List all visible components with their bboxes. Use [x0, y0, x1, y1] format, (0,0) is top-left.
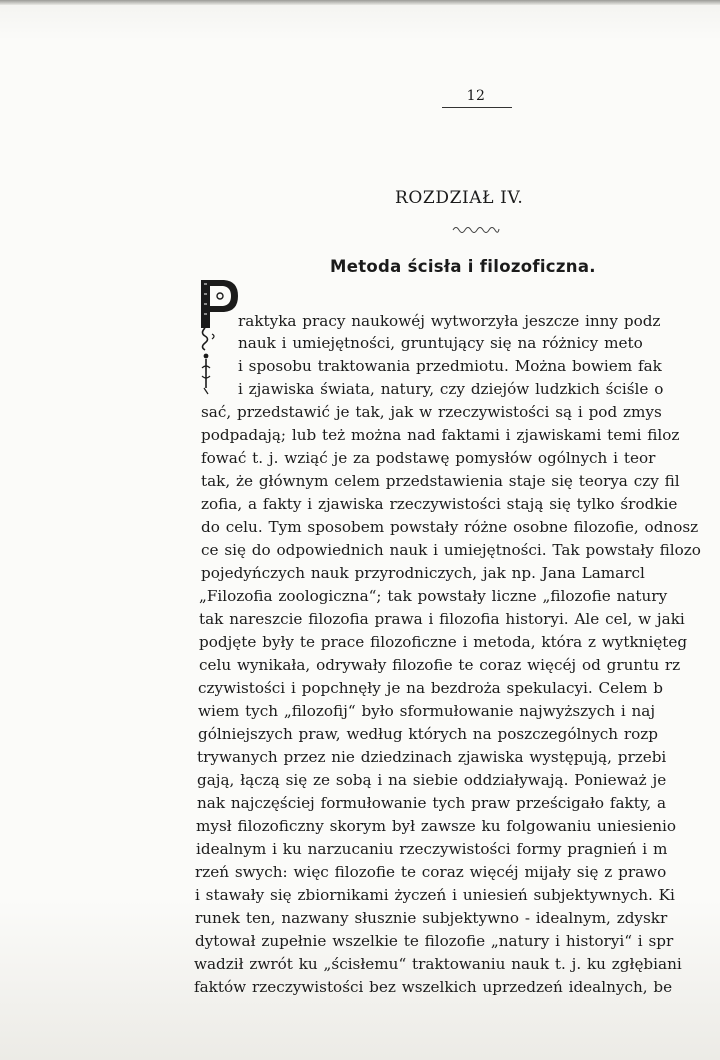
- text-line: mysł filozoficzny skorym był zawsze ku folgowaniu uniesienio: [196, 817, 676, 835]
- text-line: gólniejszych praw, według których na poszczególnych rozp: [198, 725, 658, 743]
- text-line: fować t. j. wziąć je za podstawę pomysłów ogólnych i teor: [201, 449, 656, 467]
- section-title: Metoda ścisła i filozoficzna.: [330, 257, 596, 276]
- text-line: faktów rzeczywistości bez wszelkich uprzedzeń idealnych, be: [194, 978, 673, 996]
- text-line: runek ten, nazwany słusznie subjektywno - idealnym, zdyskr: [195, 909, 668, 927]
- text-line: ce się do odpowiednich nauk i umiejętności. Tak powstały filozo: [201, 541, 701, 559]
- page-top-edge: [0, 0, 720, 5]
- text-line: do celu. Tym sposobem powstały różne osobne filozofie, odnosz: [201, 518, 699, 536]
- text-line: sać, przedstawić je tak, jak w rzeczywistości są i pod zmys: [201, 403, 662, 421]
- text-line: trywanych przez nie dziedzinach zjawiska występują, przebi: [197, 748, 667, 766]
- text-line: rzeń swych: więc filozofie te coraz więcéj mijały się z prawo: [195, 863, 667, 881]
- text-line: gają, łączą się ze sobą i na siebie oddziaływają. Ponieważ je: [197, 771, 667, 789]
- page-number-rule: [442, 107, 512, 108]
- text-line: i sposobu traktowania przedmiotu. Można bowiem fak: [238, 357, 662, 375]
- decorated-initial-p: [198, 276, 240, 404]
- text-line: czywistości i popchnęły je na bezdroża spekulacyi. Celem b: [198, 679, 663, 697]
- text-line: „Filozofia zoologiczna“; tak powstały liczne „filozofie natury: [199, 587, 668, 605]
- chapter-heading: ROZDZIAŁ IV.: [395, 188, 524, 208]
- text-line: podjęte były te prace filozoficzne i metoda, która z wytknięteg: [199, 633, 688, 651]
- text-line: i stawały się zbiornikami życzeń i uniesień subjektywnych. Ki: [195, 886, 675, 904]
- text-line: podpadają; lub też można nad faktami i zjawiskami temi filoz: [201, 426, 680, 444]
- text-line: pojedyńczych nauk przyrodniczych, jak np. Jana Lamarcl: [201, 564, 645, 582]
- text-line: wadził zwrót ku „ścisłemu“ traktowaniu nauk t. j. ku zgłębiani: [194, 955, 682, 973]
- text-line: celu wynikała, odrywały filozofie te coraz więcéj od gruntu rz: [199, 656, 681, 674]
- text-line: nauk i umiejętności, gruntujący się na różnicy meto: [238, 334, 643, 352]
- ornamental-wave-divider: [452, 224, 500, 234]
- text-line: tak nareszcie filozofia prawa i filozofia historyi. Ale cel, w jaki: [199, 610, 685, 628]
- text-line: tak, że głównym celem przedstawienia staje się teorya czy fil: [201, 472, 680, 490]
- text-line: zofia, a fakty i zjawiska rzeczywistości stają się tylko środkie: [201, 495, 678, 513]
- text-line: wiem tych „filozofij“ było sformułowanie najwyższych i naj: [198, 702, 656, 720]
- text-line: idealnym i ku narzucaniu rzeczywistości formy pragnień i m: [196, 840, 668, 858]
- page-number: 12: [466, 88, 486, 104]
- text-line: i zjawiska świata, natury, czy dziejów ludzkich ściśle o: [238, 380, 664, 398]
- text-line: raktyka pracy naukowéj wytworzyła jeszcze inny podz: [238, 312, 661, 330]
- text-line: dytował zupełnie wszelkie te filozofie „natury i historyi“ i spr: [195, 932, 674, 950]
- text-line: nak najczęściej formułowanie tych praw prześcigało fakty, a: [197, 794, 667, 812]
